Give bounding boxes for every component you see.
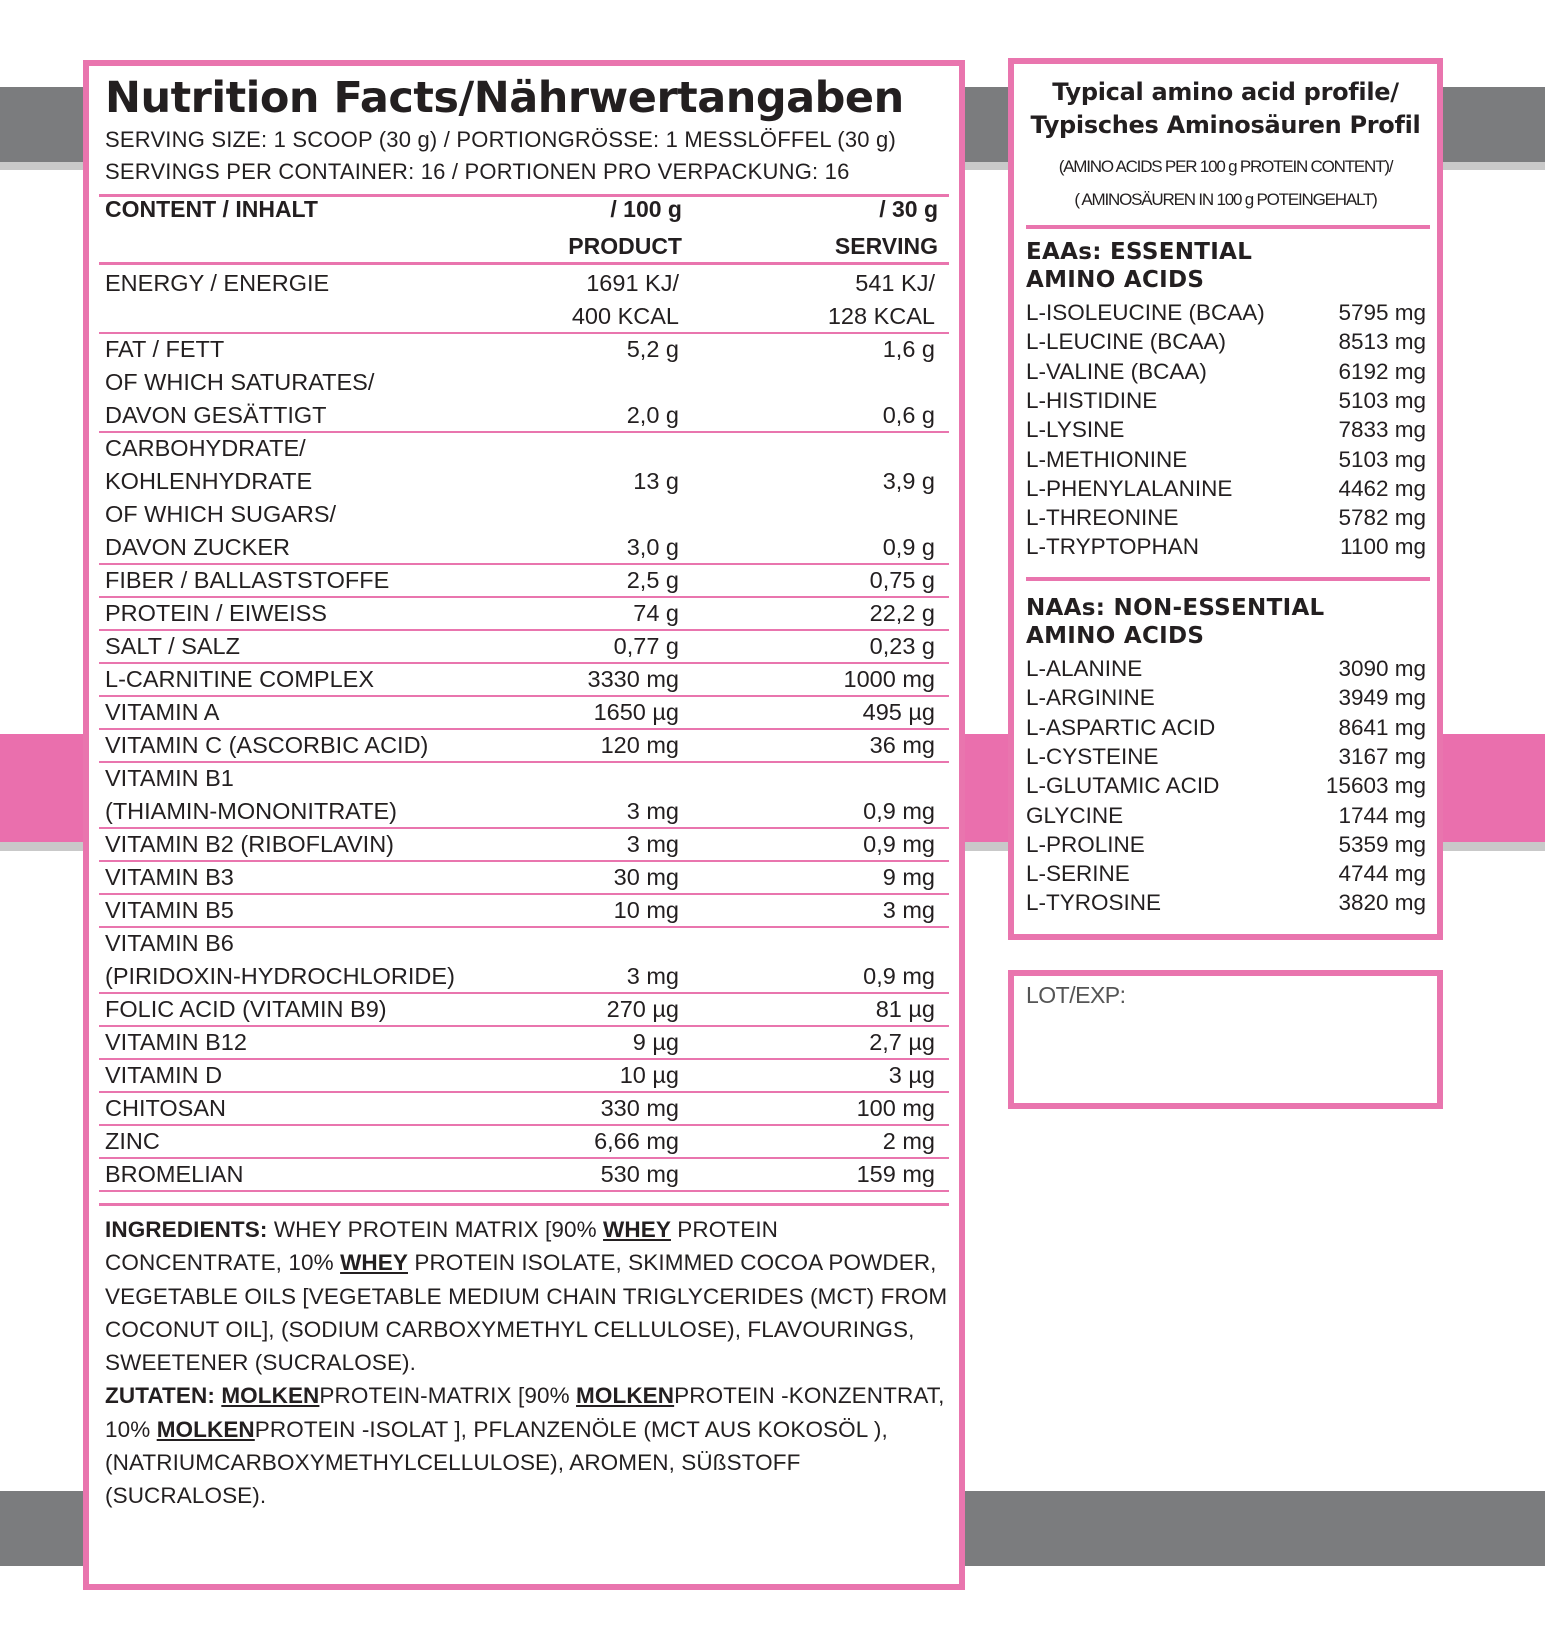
nutrient-serving: 1,6 g bbox=[882, 336, 935, 362]
nutrient-serving: 2,7 µg bbox=[869, 1029, 935, 1055]
nutrition-facts-panel bbox=[83, 60, 965, 1590]
lot-exp-label: LOT/EXP: bbox=[1026, 982, 1126, 1008]
amino-name: L-THREONINE bbox=[1026, 505, 1179, 531]
amino-name: L-METHIONINE bbox=[1026, 446, 1188, 472]
amino-value: 3167 mg bbox=[1338, 743, 1426, 769]
amino-name: L-TYROSINE bbox=[1026, 890, 1162, 916]
amino-row bbox=[1026, 832, 1426, 861]
nutrient-name: VITAMIN D bbox=[105, 1062, 223, 1088]
nutrient-name: FAT / FETT bbox=[105, 336, 225, 362]
ingredients-en bbox=[105, 1213, 955, 1379]
table-row bbox=[99, 630, 949, 663]
header-serving: / 30 g bbox=[879, 196, 938, 222]
amino-name: L-ASPARTIC ACID bbox=[1026, 714, 1216, 740]
nutrient-serving: 495 µg bbox=[862, 699, 935, 725]
table-row bbox=[99, 762, 949, 828]
amino-value: 5103 mg bbox=[1338, 387, 1426, 413]
nutrient-serving: 0,9 mg bbox=[863, 798, 935, 824]
amino-name: L-ARGININE bbox=[1026, 685, 1155, 711]
nutrient-per100: 400 KCAL bbox=[571, 303, 679, 329]
nutrient-serving: 3,9 g bbox=[882, 468, 935, 494]
nutrient-name: (THIAMIN-MONONITRATE) bbox=[105, 798, 397, 824]
row-rule bbox=[99, 1190, 949, 1192]
amino-title-line2: Typisches Aminosäuren Profil bbox=[1030, 111, 1421, 139]
nutrient-per100: 1691 KJ/ bbox=[586, 270, 679, 296]
nutrient-per100: 10 µg bbox=[619, 1062, 679, 1088]
table-row bbox=[99, 663, 949, 696]
nutrient-per100: 30 mg bbox=[613, 864, 679, 890]
amino-name: L-HISTIDINE bbox=[1026, 387, 1158, 413]
nutrient-per100: 2,5 g bbox=[626, 567, 679, 593]
essential-title-line1: EAAs: ESSENTIAL bbox=[1026, 239, 1253, 265]
amino-value: 15603 mg bbox=[1325, 773, 1426, 799]
table-row bbox=[99, 696, 949, 729]
amino-row bbox=[1026, 300, 1426, 329]
amino-value: 3090 mg bbox=[1338, 656, 1426, 681]
nutrient-name: BROMELIAN bbox=[105, 1161, 244, 1187]
amino-row bbox=[1026, 447, 1426, 476]
non-essential-title-line1: NAAs: NON-ESSENTIAL bbox=[1026, 595, 1325, 621]
nutrient-per100: 3,0 g bbox=[626, 534, 679, 560]
nutrient-per100: 530 mg bbox=[600, 1161, 679, 1187]
amino-name: L-ISOLEUCINE (BCAA) bbox=[1026, 300, 1265, 325]
nutrient-name: VITAMIN C (ASCORBIC ACID) bbox=[105, 732, 429, 758]
amino-name: GLYCINE bbox=[1026, 802, 1124, 828]
nutrient-serving: 22,2 g bbox=[869, 600, 935, 626]
amino-row bbox=[1026, 329, 1426, 358]
header-serving-sub: SERVING bbox=[834, 233, 938, 259]
nutrient-name: VITAMIN B1 bbox=[105, 765, 234, 791]
non-essential-group-title bbox=[1026, 594, 1325, 650]
nutrient-per100: 5,2 g bbox=[626, 336, 679, 362]
amino-name: L-PHENYLALANINE bbox=[1026, 475, 1233, 501]
servings-per-container: SERVINGS PER CONTAINER: 16 / PORTIONEN PRO VERPACKUNG: 16 bbox=[105, 159, 850, 184]
amino-name: L-SERINE bbox=[1026, 861, 1130, 887]
table-row bbox=[99, 267, 949, 333]
nutrient-serving: 3 µg bbox=[888, 1062, 935, 1088]
amino-value: 8513 mg bbox=[1338, 329, 1426, 355]
amino-row bbox=[1026, 715, 1426, 744]
table-row bbox=[99, 1092, 949, 1125]
amino-name: L-PROLINE bbox=[1026, 831, 1145, 857]
amino-name: L-VALINE (BCAA) bbox=[1026, 358, 1207, 384]
ingredients-en-label: INGREDIENTS: bbox=[105, 1217, 268, 1242]
nutrient-serving: 81 µg bbox=[875, 996, 935, 1022]
header-bottom-rule bbox=[99, 262, 949, 265]
amino-value: 1100 mg bbox=[1340, 534, 1426, 560]
amino-row bbox=[1026, 388, 1426, 417]
amino-value: 5103 mg bbox=[1338, 446, 1426, 472]
nutrient-name: ZINC bbox=[105, 1128, 160, 1154]
header-content: CONTENT / INHALT bbox=[105, 196, 318, 222]
nutrient-serving: 3 mg bbox=[882, 897, 935, 923]
amino-title-line1: Typical amino acid profile/ bbox=[1052, 78, 1399, 106]
essential-bottom-rule bbox=[1026, 577, 1430, 581]
table-row bbox=[99, 1158, 949, 1191]
amino-value: 3820 mg bbox=[1338, 890, 1426, 916]
nutrient-per100: 1650 µg bbox=[593, 699, 679, 725]
nutrient-serving: 2 mg bbox=[882, 1128, 935, 1154]
amino-row bbox=[1026, 417, 1426, 446]
nutrient-name: L-CARNITINE COMPLEX bbox=[105, 666, 374, 692]
nutrient-per100: 6,66 mg bbox=[594, 1128, 679, 1154]
nutrient-name: OF WHICH SUGARS/ bbox=[105, 501, 337, 527]
nutrient-per100: 74 g bbox=[633, 600, 679, 626]
nutrient-per100: 9 µg bbox=[632, 1029, 679, 1055]
nutrient-name: (PIRIDOXIN-HYDROCHLORIDE) bbox=[105, 963, 455, 989]
essential-title-line2: AMINO ACIDS bbox=[1026, 267, 1205, 293]
nutrient-name: CHITOSAN bbox=[105, 1095, 226, 1121]
amino-value: 4744 mg bbox=[1338, 861, 1426, 887]
nutrient-name: PROTEIN / EIWEISS bbox=[105, 600, 327, 626]
table-row bbox=[99, 333, 949, 432]
amino-value: 5795 mg bbox=[1338, 300, 1426, 325]
nutrient-name: DAVON ZUCKER bbox=[105, 534, 290, 560]
ingredients-de bbox=[105, 1379, 955, 1512]
ingredient-text: WHEY PROTEIN MATRIX [90% bbox=[267, 1217, 604, 1242]
amino-row bbox=[1026, 861, 1426, 890]
ingredient-text: PROTEIN ISOLATE, SKIMMED COCOA POWDER, VEGETABLE OILS [VEGETABLE MEDIUM CHAIN TRIGLYCERIDES (MCT) FROM COCONUT OIL], (SODIUM CARBOXYMETHYL CELLULOSE), FLAVOURINGS, SWEETENER (SUCRALOSE). bbox=[105, 1250, 948, 1376]
amino-value: 5359 mg bbox=[1338, 831, 1426, 857]
table-row bbox=[99, 927, 949, 993]
table-row bbox=[99, 993, 949, 1026]
amino-value: 1744 mg bbox=[1338, 802, 1426, 828]
amino-value: 7833 mg bbox=[1338, 417, 1426, 443]
table-row bbox=[99, 597, 949, 630]
ingredients-de-label: ZUTATEN: bbox=[105, 1383, 215, 1409]
amino-row bbox=[1026, 476, 1426, 505]
nutrient-per100: 120 mg bbox=[600, 732, 679, 758]
amino-header-rule bbox=[1026, 225, 1430, 229]
non-essential-title-line2: AMINO ACIDS bbox=[1026, 623, 1205, 649]
nutrient-serving: 0,75 g bbox=[869, 567, 935, 593]
amino-row bbox=[1026, 744, 1426, 773]
nutrient-name: VITAMIN B5 bbox=[105, 897, 234, 923]
nutrient-serving: 9 mg bbox=[882, 864, 935, 890]
amino-value: 4462 mg bbox=[1338, 475, 1426, 501]
ingredients-de-text bbox=[105, 1383, 944, 1508]
nutrient-name: KOHLENHYDRATE bbox=[105, 468, 313, 494]
nutrient-serving: 100 mg bbox=[856, 1095, 935, 1121]
amino-name: L-ALANINE bbox=[1026, 656, 1143, 681]
table-row bbox=[99, 432, 949, 564]
amino-row bbox=[1026, 505, 1426, 534]
amino-value: 8641 mg bbox=[1338, 714, 1426, 740]
nutrient-name: OF WHICH SATURATES/ bbox=[105, 369, 375, 395]
header-per100: / 100 g bbox=[610, 196, 682, 222]
table-row bbox=[99, 894, 949, 927]
amino-value: 3949 mg bbox=[1338, 685, 1426, 711]
nutrient-serving: 36 mg bbox=[869, 732, 935, 758]
header-per100-sub: PRODUCT bbox=[568, 233, 682, 259]
amino-row bbox=[1026, 656, 1426, 685]
table-row bbox=[99, 564, 949, 597]
ingredient-text: PROTEIN-MATRIX [90% bbox=[319, 1383, 577, 1409]
nutrient-name: FOLIC ACID (VITAMIN B9) bbox=[105, 996, 387, 1022]
amino-row bbox=[1026, 890, 1426, 919]
nutrient-name: VITAMIN B3 bbox=[105, 864, 234, 890]
nutrient-name: VITAMIN B6 bbox=[105, 930, 234, 956]
nutrient-per100: 13 g bbox=[633, 468, 679, 494]
table-row bbox=[99, 861, 949, 894]
nutrient-name: VITAMIN B2 (RIBOFLAVIN) bbox=[105, 831, 394, 857]
amino-value: 6192 mg bbox=[1338, 358, 1426, 384]
table-bottom-rule bbox=[99, 1203, 949, 1206]
nutrient-serving: 0,23 g bbox=[869, 633, 935, 659]
essential-group-title bbox=[1026, 238, 1252, 294]
underlined-term: WHEY bbox=[340, 1250, 408, 1276]
underlined-term: MOLKEN bbox=[156, 1416, 255, 1442]
nutrient-name: CARBOHYDRATE/ bbox=[105, 435, 306, 461]
ingredient-text: PROTEIN -KONZENTRAT, 10% bbox=[105, 1383, 945, 1442]
amino-row bbox=[1026, 803, 1426, 832]
lot-exp-panel bbox=[1008, 970, 1443, 1109]
nutrient-per100: 3 mg bbox=[626, 798, 679, 824]
nutrient-serving: 0,9 mg bbox=[863, 831, 935, 857]
ingredient-text: PROTEIN CONCENTRATE, 10% bbox=[105, 1217, 779, 1276]
table-row bbox=[99, 729, 949, 762]
underlined-term: MOLKEN bbox=[221, 1383, 320, 1409]
amino-name: L-GLUTAMIC ACID bbox=[1026, 773, 1220, 799]
serving-size: SERVING SIZE: 1 SCOOP (30 g) / PORTIONGRÖSSE: 1 MESSLÖFFEL (30 g) bbox=[105, 127, 896, 152]
amino-name: L-CYSTEINE bbox=[1026, 743, 1159, 769]
amino-name: L-LYSINE bbox=[1026, 417, 1125, 443]
nutrient-serving: 541 KJ/ bbox=[855, 270, 935, 296]
nutrient-per100: 270 µg bbox=[606, 996, 679, 1022]
amino-row bbox=[1026, 359, 1426, 388]
nutrient-name: FIBER / BALLASTSTOFFE bbox=[105, 567, 390, 593]
amino-subtitle-line1: (AMINO ACIDS PER 100 g PROTEIN CONTENT)/ bbox=[1058, 157, 1393, 176]
table-row bbox=[99, 1059, 949, 1092]
table-row bbox=[99, 1026, 949, 1059]
ingredient-text: PROTEIN -ISOLAT ], PFLANZENÖLE (MCT AUS KOKOSÖL ), (NATRIUMCARBOXYMETHYLCELLULOSE), AROMEN, SÜßSTOFF (SUCRALOSE). bbox=[105, 1416, 888, 1509]
amino-subtitle-line2: ( AMINOSÄUREN IN 100 g POTEINGEHALT) bbox=[1074, 190, 1377, 209]
ingredients bbox=[105, 1213, 955, 1513]
nutrient-serving: 1000 mg bbox=[843, 666, 935, 692]
nutrient-per100: 2,0 g bbox=[626, 402, 679, 428]
amino-acid-panel bbox=[1008, 58, 1443, 940]
nutrient-name: VITAMIN A bbox=[105, 699, 220, 725]
amino-name: L-TRYPTOPHAN bbox=[1026, 534, 1199, 560]
nutrient-serving: 159 mg bbox=[856, 1161, 935, 1187]
nutrient-serving: 0,6 g bbox=[882, 402, 935, 428]
nutrient-per100: 3 mg bbox=[626, 963, 679, 989]
underlined-term: WHEY bbox=[603, 1217, 671, 1242]
nutrient-name: ENERGY / ENERGIE bbox=[105, 270, 330, 296]
amino-row bbox=[1026, 534, 1426, 563]
nutrient-serving: 128 KCAL bbox=[827, 303, 935, 329]
table-row bbox=[99, 1125, 949, 1158]
table-row bbox=[99, 828, 949, 861]
amino-name: L-LEUCINE (BCAA) bbox=[1026, 329, 1227, 355]
nutrient-per100: 3 mg bbox=[626, 831, 679, 857]
underlined-term: MOLKEN bbox=[576, 1383, 675, 1409]
nutrient-per100: 330 mg bbox=[600, 1095, 679, 1121]
amino-row bbox=[1026, 685, 1426, 714]
nutrient-name: SALT / SALZ bbox=[105, 633, 240, 659]
amino-value: 5782 mg bbox=[1338, 505, 1426, 531]
amino-row bbox=[1026, 773, 1426, 802]
nutrient-per100: 10 mg bbox=[613, 897, 679, 923]
nutrient-per100: 0,77 g bbox=[613, 633, 679, 659]
nutrient-name: VITAMIN B12 bbox=[105, 1029, 247, 1055]
nutrition-title: Nutrition Facts/Nährwertangaben bbox=[105, 73, 904, 123]
nutrient-name: DAVON GESÄTTIGT bbox=[105, 402, 327, 428]
nutrient-serving: 0,9 g bbox=[882, 534, 935, 560]
nutrient-serving: 0,9 mg bbox=[863, 963, 935, 989]
nutrient-per100: 3330 mg bbox=[587, 666, 679, 692]
